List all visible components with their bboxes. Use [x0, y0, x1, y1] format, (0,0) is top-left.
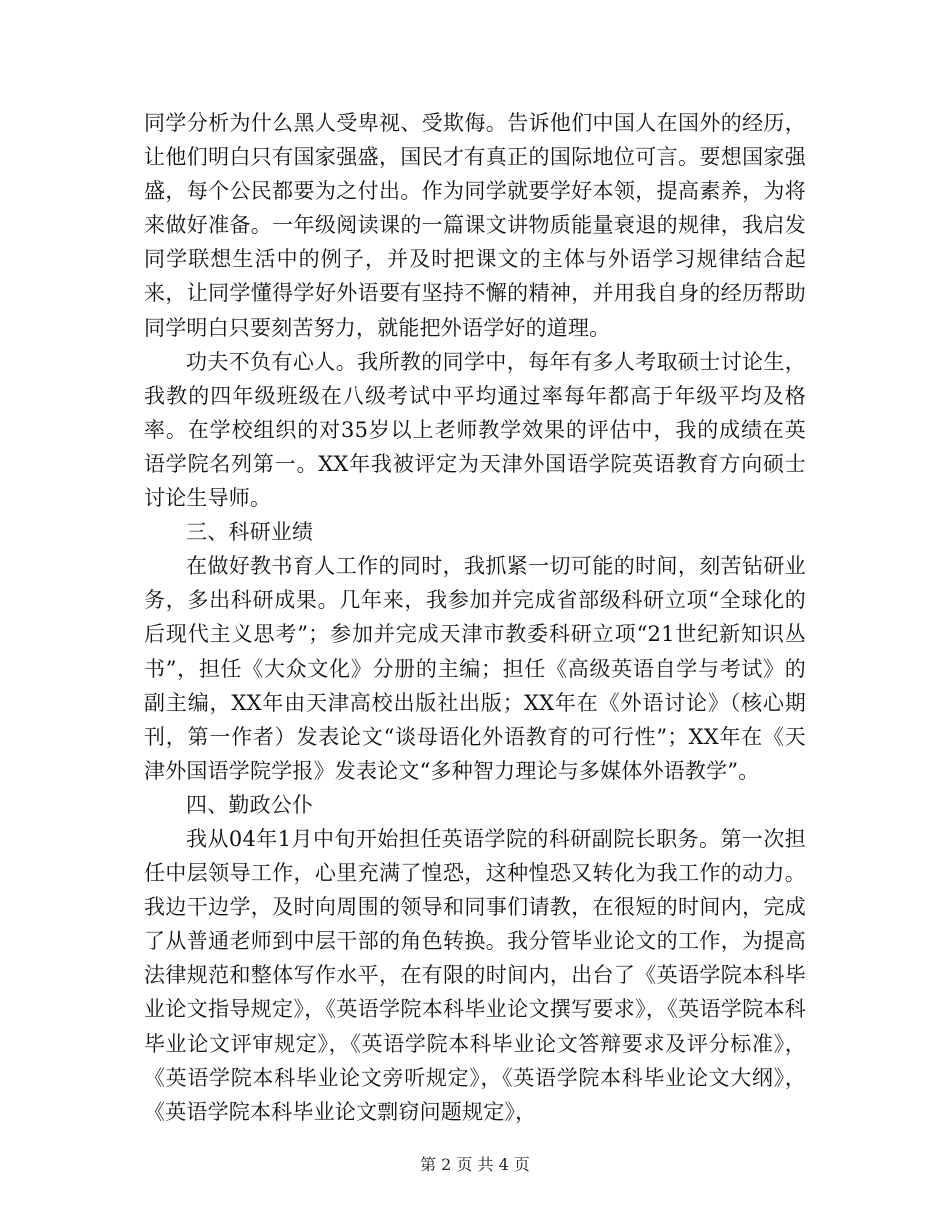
paragraph-service: 我从04年1月中旬开始担任英语学院的科研副院长职务。第一次担任中层领导工作，心里充满了惶恐，这种惶恐又转化为我工作的动力。我边干边学，及时向周围的领导和同事们请教，在很短的时间内，完成了从普通老师到中层干部的角色转换。我分管毕业论文的工作，为提高法律规范和整体写作水平，在有限的时间内，出台了《英语学院本科毕业论文指导规定》，《英语学院本科毕业论文撰写要求》，《英语学院本科毕业论文评审规定》，《英语学院本科毕业论文答辩要求及评分标准》，《英语学院本科毕业论文旁听规定》，《英语学院本科毕业论文大纲》，《英语学院本科毕业论文剽窃问题规定》，: [144, 826, 806, 1124]
paragraph-continuation: 同学分析为什么黑人受卑视、受欺侮。告诉他们中国人在国外的经历，让他们明白只有国家强盛，国民才有真正的国际地位可言。要想国家强盛，每个公民都要为之付出。作为同学就要学好本领，提高素养，为将来做好准备。一年级阅读课的一篇课文讲物质能量衰退的规律，我启发同学联想生活中的例子，并及时把课文的主体与外语学习规律结合起来，让同学懂得学好外语要有坚持不懈的精神，并用我自身的经历帮助同学明白只要刻苦努力，就能把外语学好的道理。: [144, 111, 806, 340]
page-footer: 第 2 页 共 4 页: [420, 1155, 530, 1174]
section-heading-service: 四、勤政公仆: [186, 792, 314, 817]
paragraph-achievements: 功夫不负有心人。我所教的同学中，每年有多人考取硕士讨论生，我教的四年级班级在八级考试中平均通过率每年都高于年级平均及格率。在学校组织的对35岁以上老师教学效果的评估中，我的成绩在英语学院名列第一。XX年我被评定为天津外国语学院英语教育方向硕士讨论生导师。: [144, 349, 806, 511]
paragraph-research: 在做好教书育人工作的同时，我抓紧一切可能的时间，刻苦钻研业务，多出科研成果。几年来，我参加并完成省部级科研立项“全球化的后现代主义思考”；参加并完成天津市教委科研立项“21世纪新知识丛书”，担任《大众文化》分册的主编；担任《高级英语自学与考试》的副主编，XX年由天津高校出版社出版；XX年在《外语讨论》（核心期刊，第一作者）发表论文“谈母语化外语教育的可行性”；XX年在《天津外国语学院学报》发表论文“多种智力理论与多媒体外语教学”。: [144, 554, 806, 783]
document-page: [144, 106, 806, 1129]
section-heading-research: 三、科研业绩: [186, 520, 314, 545]
